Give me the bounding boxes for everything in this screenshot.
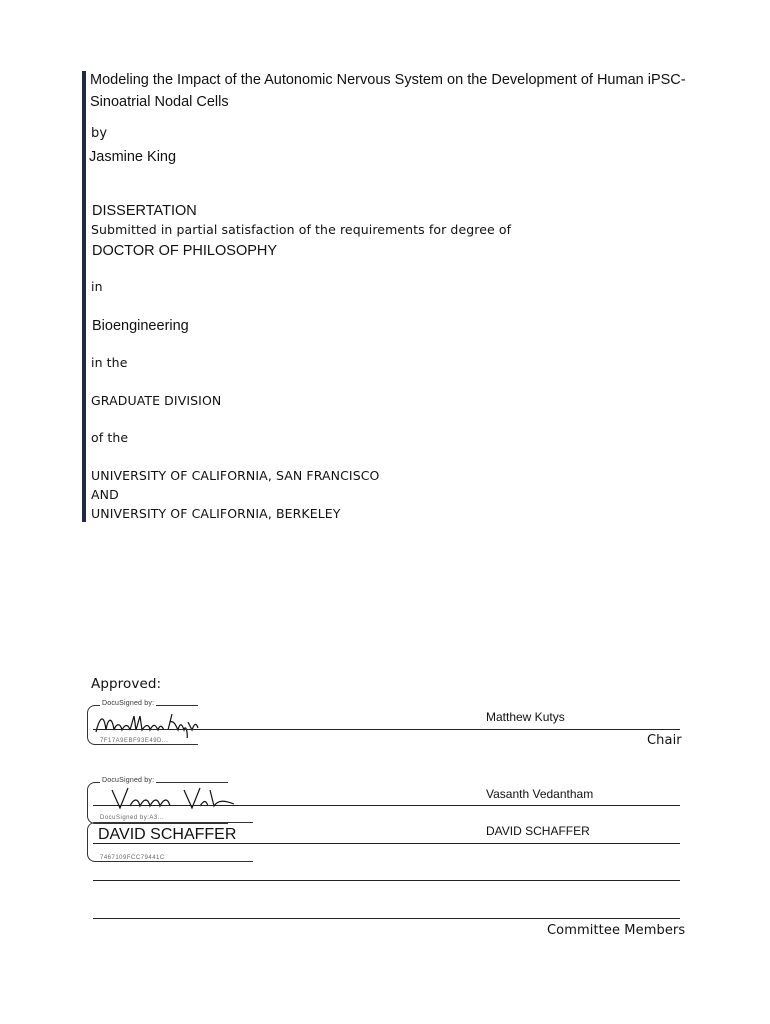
envelope-id: DocuSigned by:A3... xyxy=(100,815,165,821)
signature-line xyxy=(93,729,680,730)
division-name: GRADUATE DIVISION xyxy=(91,393,222,408)
by-label: by xyxy=(91,126,108,141)
signature-line xyxy=(93,805,680,806)
docusigned-label: DocuSigned by: xyxy=(102,777,155,784)
and-label: AND xyxy=(91,487,119,502)
signer-name: Vasanth Vedantham xyxy=(486,787,594,801)
envelope-id: 7467109FCC79441C xyxy=(100,855,165,861)
signature-schaffer: DAVID SCHAFFER xyxy=(98,826,237,843)
signature-line xyxy=(93,918,680,919)
docusigned-label: DocuSigned by: xyxy=(102,700,155,707)
signature-line xyxy=(93,843,680,844)
approved-label: Approved: xyxy=(91,676,162,692)
author-name: Jasmine King xyxy=(89,149,177,165)
chair-role: Chair xyxy=(647,733,682,748)
signer-name: Matthew Kutys xyxy=(486,710,565,724)
envelope-id: 7F17A9EBF93E49D... xyxy=(100,738,169,744)
signature-vedantham xyxy=(100,784,240,814)
of-the-label: of the xyxy=(91,430,129,445)
university-ucsf: UNIVERSITY OF CALIFORNIA, SAN FRANCISCO xyxy=(91,468,380,483)
committee-members-label: Committee Members xyxy=(547,923,686,938)
signer-name: DAVID SCHAFFER xyxy=(486,824,590,838)
degree-name: DOCTOR OF PHILOSOPHY xyxy=(92,243,278,259)
field-name: Bioengineering xyxy=(92,318,189,334)
signature-line xyxy=(93,880,680,881)
doc-type: DISSERTATION xyxy=(92,203,197,219)
left-accent-bar xyxy=(82,71,86,522)
signature-kutys xyxy=(92,708,202,738)
university-berkeley: UNIVERSITY OF CALIFORNIA, BERKELEY xyxy=(91,506,341,521)
dissertation-title: Modeling the Impact of the Autonomic Nervous System on the Development of Human iPSC-Sinoatrial Nodal Cells xyxy=(90,72,686,110)
in-the-label: in the xyxy=(91,355,128,370)
in-label: in xyxy=(91,279,103,294)
submission-text: Submitted in partial satisfaction of the requirements for degree of xyxy=(91,222,512,237)
